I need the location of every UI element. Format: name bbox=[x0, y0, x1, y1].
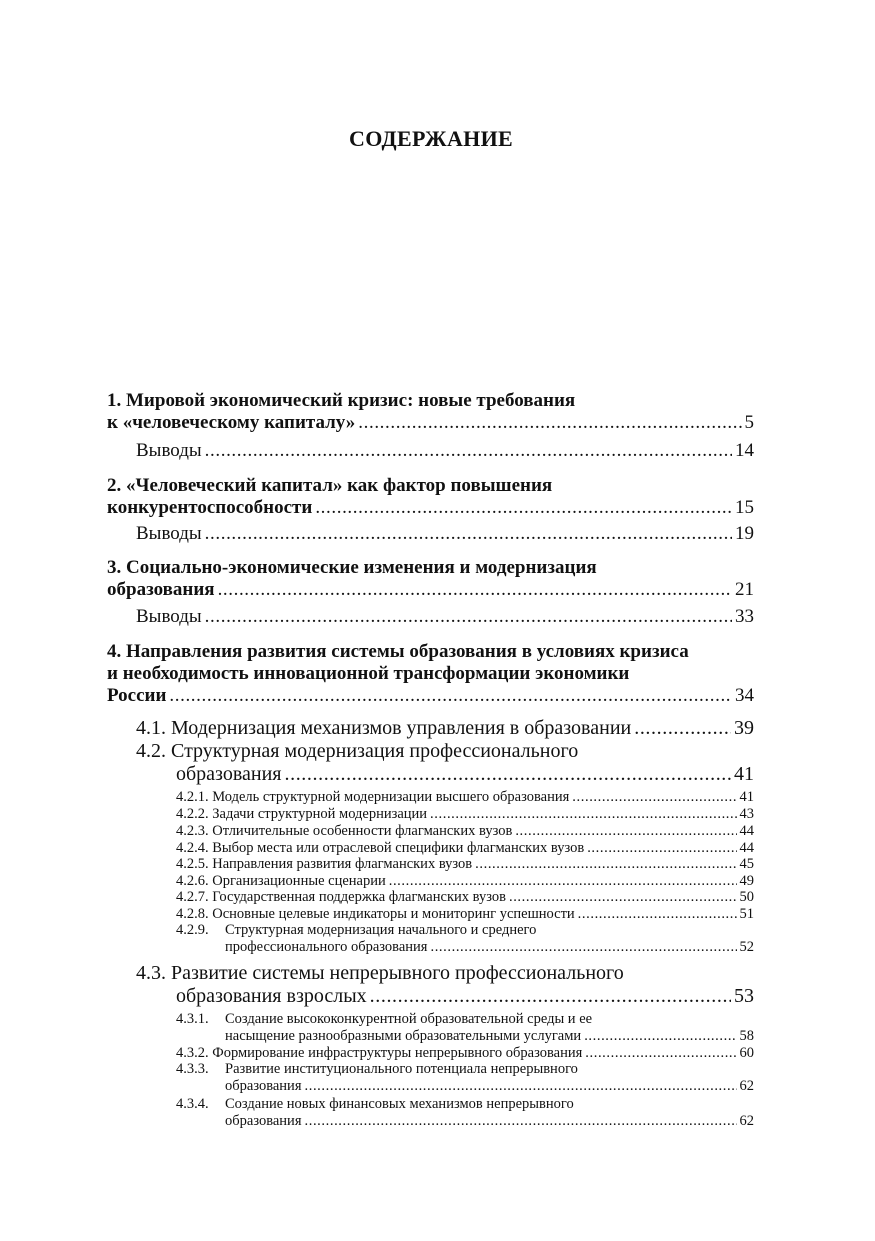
dot-leader bbox=[585, 1045, 736, 1062]
toc-item-4-2-1[interactable] bbox=[176, 789, 754, 806]
toc-chapter-1[interactable] bbox=[107, 412, 754, 434]
dot-leader bbox=[389, 873, 737, 890]
page-number: 53 bbox=[734, 985, 754, 1007]
page-number: 39 bbox=[734, 717, 754, 739]
page-number: 58 bbox=[739, 1028, 754, 1044]
section-title: 4.1. Модернизация механизмов управления в образовании bbox=[136, 717, 632, 739]
toc-chapter-4-line1[interactable]: 4. Направления развития системы образования в условиях кризиса bbox=[107, 641, 689, 662]
page-number: 51 bbox=[739, 906, 754, 922]
toc-chapter-1-line2: к «человеческому капиталу» bbox=[107, 412, 356, 433]
dot-leader bbox=[475, 856, 736, 873]
page-number: 60 bbox=[739, 1045, 754, 1061]
dot-leader bbox=[218, 579, 732, 601]
section-title-line2: образования bbox=[176, 763, 282, 785]
section-title-line2: образования взрослых bbox=[176, 985, 367, 1007]
page-number: 41 bbox=[734, 763, 754, 785]
page-number: 15 bbox=[735, 497, 754, 518]
dot-leader bbox=[509, 889, 737, 906]
toc-item-4-3-4-number[interactable]: 4.3.4. bbox=[176, 1096, 209, 1112]
toc-chapter-4-line2[interactable]: и необходимость инновационной трансформации экономики bbox=[107, 663, 630, 684]
toc-chapter-3-line2: образования bbox=[107, 579, 215, 600]
dot-leader bbox=[634, 717, 731, 740]
toc-item-4-2-8[interactable] bbox=[176, 906, 754, 923]
item-title-line2: образования bbox=[225, 1113, 302, 1129]
page-title: СОДЕРЖАНИЕ bbox=[349, 126, 513, 151]
dot-leader bbox=[584, 1028, 736, 1045]
toc-item-4-2-4[interactable] bbox=[176, 840, 754, 857]
toc-item-4-2-6[interactable] bbox=[176, 873, 754, 890]
dot-leader bbox=[430, 939, 736, 956]
conclusions-label: Выводы bbox=[136, 523, 202, 544]
toc-chapter-4-line3: России bbox=[107, 685, 167, 706]
toc-item-4-2-7[interactable] bbox=[176, 889, 754, 906]
toc-section-4-3-line1[interactable]: 4.3. Развитие системы непрерывного профессионального bbox=[136, 962, 624, 984]
item-title: 4.2.7. Государственная поддержка флагманских вузов bbox=[176, 889, 506, 905]
conclusions-label: Выводы bbox=[136, 440, 202, 461]
toc-item-4-3-3[interactable] bbox=[225, 1078, 754, 1095]
page-number: 5 bbox=[744, 412, 754, 433]
toc-item-4-2-3[interactable] bbox=[176, 823, 754, 840]
dot-leader bbox=[285, 763, 732, 786]
item-title: 4.3.2. Формирование инфраструктуры непрерывного образования bbox=[176, 1045, 583, 1061]
item-title: 4.2.8. Основные целевые индикаторы и мониторинг успешности bbox=[176, 906, 575, 922]
conclusions-label: Выводы bbox=[136, 606, 202, 627]
dot-leader bbox=[578, 906, 737, 923]
dot-leader bbox=[305, 1113, 737, 1130]
toc-chapter-2-line2: конкурентоспособности bbox=[107, 497, 313, 518]
toc-item-4-3-1-number[interactable]: 4.3.1. bbox=[176, 1011, 209, 1027]
toc-section-4-1[interactable] bbox=[136, 717, 754, 740]
toc-chapter-2[interactable] bbox=[107, 497, 754, 519]
dot-leader bbox=[370, 985, 731, 1008]
toc-chapter-3-conclusions[interactable] bbox=[136, 606, 754, 628]
toc-chapter-3[interactable] bbox=[107, 579, 754, 601]
page-number: 34 bbox=[735, 685, 754, 706]
item-title: 4.2.1. Модель структурной модернизации высшего образования bbox=[176, 789, 570, 805]
page-number: 62 bbox=[739, 1113, 754, 1129]
item-title: 4.2.2. Задачи структурной модернизации bbox=[176, 806, 428, 822]
page-number: 44 bbox=[739, 823, 754, 839]
dot-leader bbox=[305, 1078, 737, 1095]
toc-chapter-1-line1[interactable]: 1. Мировой экономический кризис: новые требования bbox=[107, 390, 576, 411]
page-number: 41 bbox=[739, 789, 754, 805]
dot-leader bbox=[205, 523, 732, 545]
toc-section-4-3[interactable] bbox=[176, 985, 754, 1008]
dot-leader bbox=[205, 606, 732, 628]
page-number: 14 bbox=[735, 440, 754, 461]
toc-item-4-2-9[interactable] bbox=[225, 939, 754, 956]
toc-item-4-3-2[interactable] bbox=[176, 1045, 754, 1062]
dot-leader bbox=[205, 440, 732, 462]
toc-item-4-2-5[interactable] bbox=[176, 856, 754, 873]
page-number: 43 bbox=[739, 806, 754, 822]
page-number: 45 bbox=[739, 856, 754, 872]
dot-leader bbox=[315, 497, 732, 519]
item-title-line2: образования bbox=[225, 1078, 302, 1094]
dot-leader bbox=[358, 412, 741, 434]
item-title: 4.2.5. Направления развития флагманских вузов bbox=[176, 856, 473, 872]
item-title: 4.2.4. Выбор места или отраслевой специфики флагманских вузов bbox=[176, 840, 585, 856]
page-number: 62 bbox=[739, 1078, 754, 1094]
toc-item-4-2-9-number[interactable]: 4.2.9. bbox=[176, 922, 209, 938]
toc-item-4-2-9-line1[interactable]: Структурная модернизация начального и среднего bbox=[225, 922, 537, 938]
toc-chapter-2-line1[interactable]: 2. «Человеческий капитал» как фактор повышения bbox=[107, 475, 553, 496]
toc-chapter-1-conclusions[interactable] bbox=[136, 440, 754, 462]
dot-leader bbox=[515, 823, 736, 840]
dot-leader bbox=[587, 840, 736, 857]
toc-item-4-2-2[interactable] bbox=[176, 806, 754, 823]
page-number: 52 bbox=[739, 939, 754, 955]
dot-leader bbox=[572, 789, 736, 806]
page-number: 19 bbox=[735, 523, 754, 544]
toc-chapter-2-conclusions[interactable] bbox=[136, 523, 754, 545]
item-title: 4.2.3. Отличительные особенности флагманских вузов bbox=[176, 823, 513, 839]
page-number: 50 bbox=[739, 889, 754, 905]
toc-item-4-3-4[interactable] bbox=[225, 1113, 754, 1130]
toc-item-4-3-1[interactable] bbox=[225, 1028, 754, 1045]
toc-section-4-2[interactable] bbox=[176, 763, 754, 786]
page-number: 44 bbox=[739, 840, 754, 856]
dot-leader bbox=[430, 806, 736, 823]
page-number: 21 bbox=[735, 579, 754, 600]
item-title: 4.2.6. Организационные сценарии bbox=[176, 873, 386, 889]
toc-chapter-3-line1[interactable]: 3. Социально-экономические изменения и модернизация bbox=[107, 557, 597, 578]
toc-section-4-2-line1[interactable]: 4.2. Структурная модернизация профессионального bbox=[136, 740, 579, 762]
toc-item-4-3-3-number[interactable]: 4.3.3. bbox=[176, 1061, 209, 1077]
item-title-line2: профессионального образования bbox=[225, 939, 428, 955]
page-number: 49 bbox=[739, 873, 754, 889]
dot-leader bbox=[169, 685, 732, 707]
toc-item-4-3-4-line1[interactable]: Создание новых финансовых механизмов непрерывного bbox=[225, 1096, 574, 1112]
item-title-line2: насыщение разнообразными образовательными услугами bbox=[225, 1028, 582, 1044]
page-number: 33 bbox=[735, 606, 754, 627]
toc-chapter-4[interactable] bbox=[107, 685, 754, 707]
toc-item-4-3-1-line1[interactable]: Создание высококонкурентной образовательной среды и ее bbox=[225, 1011, 593, 1027]
toc-item-4-3-3-line1[interactable]: Развитие институционального потенциала непрерывного bbox=[225, 1061, 578, 1077]
